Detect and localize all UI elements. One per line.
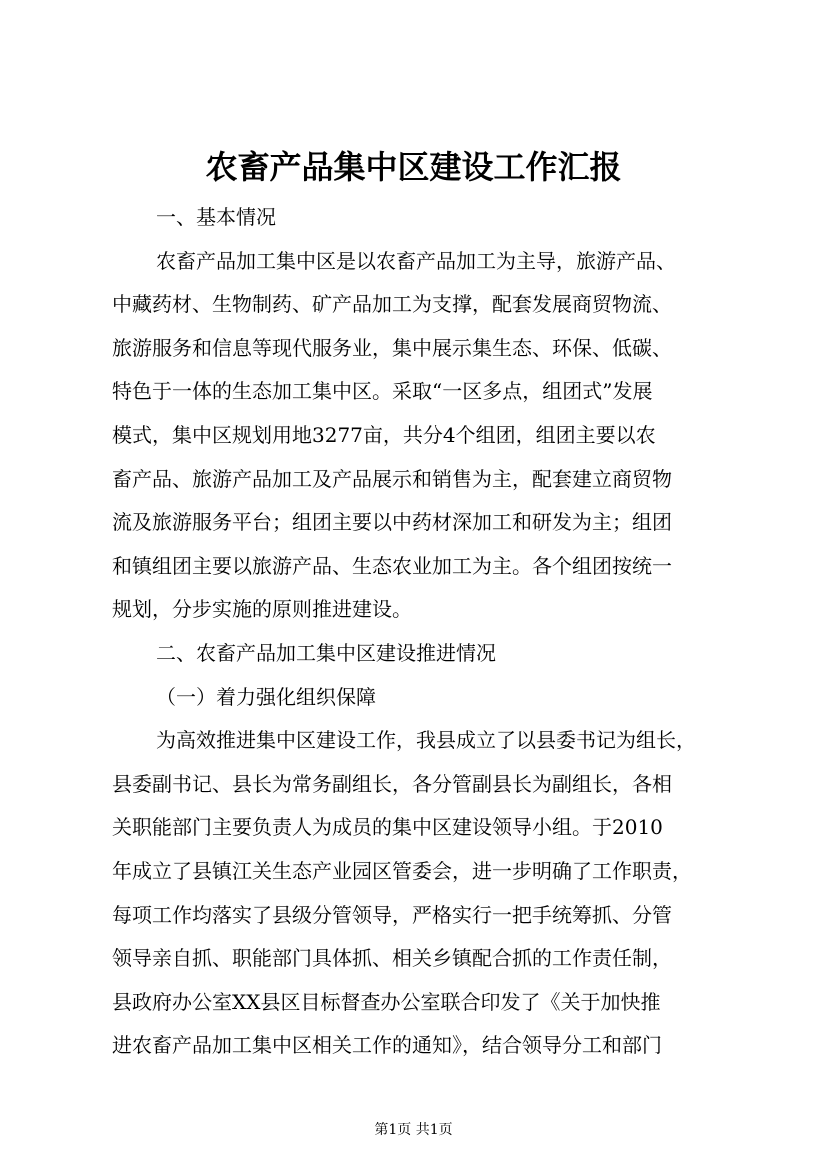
section-heading-1: 一、基本情况 [156, 205, 276, 229]
paragraph-line: 流及旅游服务平台；组团主要以中药材深加工和研发为主；组团 [112, 510, 672, 535]
subsection-heading-1: （一）着力强化组织保障 [156, 684, 376, 709]
paragraph-line: 和镇组团主要以旅游产品、生态农业加工为主。各个组团按统一 [112, 553, 672, 578]
document-title: 农畜产品集中区建设工作汇报 [205, 148, 622, 186]
paragraph-line: 每项工作均落实了县级分管领导，严格实行一把手统筹抓、分管 [112, 902, 672, 927]
paragraph-line: 特色于一体的生态加工集中区。采取“一区多点，组团式”发展 [112, 379, 653, 404]
page-number-footer: 第1页 共1页 [374, 1122, 453, 1138]
paragraph-line: 畜产品、旅游产品加工及产品展示和销售为主，配套建立商贸物 [112, 466, 672, 491]
document-body [112, 196, 752, 1068]
paragraph-line: 关职能部门主要负责人为成员的集中区建设领导小组。于2010 [112, 815, 663, 840]
paragraph-line: 中藏药材、生物制药、矿产品加工为支撑，配套发展商贸物流、 [112, 292, 672, 317]
paragraph-line: 旅游服务和信息等现代服务业，集中展示集生态、环保、低碳、 [112, 335, 672, 360]
paragraph-line: 模式，集中区规划用地3277亩，共分4个组团，组团主要以农 [112, 422, 656, 447]
paragraph-line: 农畜产品加工集中区是以农畜产品加工为主导，旅游产品、 [156, 248, 676, 273]
paragraph-line: 县政府办公室XX县区目标督查办公室联合印发了《关于加快推 [112, 989, 661, 1014]
paragraph-line: 进农畜产品加工集中区相关工作的通知》，结合领导分工和部门 [112, 1033, 662, 1058]
section-heading-2: 二、农畜产品加工集中区建设推进情况 [156, 640, 496, 665]
paragraph-line: 规划，分步实施的原则推进建设。 [112, 597, 412, 622]
paragraph-line: 领导亲自抓、职能部门具体抓、相关乡镇配合抓的工作责任制， [112, 946, 672, 971]
paragraph-line: 县委副书记、县长为常务副组长，各分管副县长为副组长，各相 [112, 771, 672, 796]
paragraph-line: 年成立了县镇江关生态产业园区管委会，进一步明确了工作职责， [112, 858, 692, 883]
paragraph-line: 为高效推进集中区建设工作，我县成立了以县委书记为组长， [156, 728, 696, 753]
